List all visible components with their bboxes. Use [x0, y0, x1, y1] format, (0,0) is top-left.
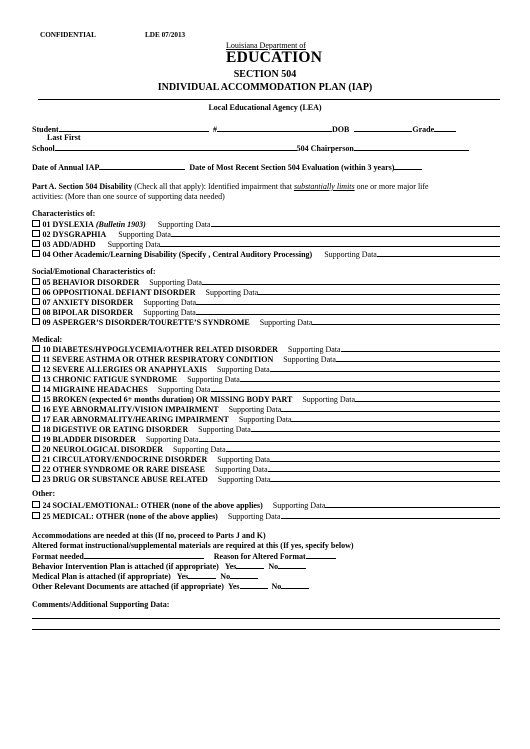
reason-field[interactable] [306, 551, 336, 559]
item-name: DIGESTIVE OR EATING DISORDER [52, 425, 189, 434]
item-code: 11 [42, 355, 51, 364]
disability-item-06 [32, 287, 500, 297]
grade-label: Grade [412, 125, 435, 134]
other-yes-label: Yes [227, 582, 240, 591]
disability-item-22 [32, 464, 500, 474]
part-a-line2: activities: (More than one source of supporting data needed) [32, 192, 225, 201]
disability-item-12 [32, 364, 500, 374]
item-code: 05 [42, 278, 51, 287]
supporting-data-label: Supporting Data [143, 308, 196, 317]
accommodations-text: Accommodations are needed at this (If no, proceed to Parts J and K) [32, 531, 266, 540]
disability-item-02 [32, 229, 500, 239]
item-code: 20 [42, 445, 51, 454]
id-row [213, 124, 456, 134]
supporting-data-label: Supporting Data [228, 405, 282, 414]
supporting-data-label: Supporting Data [145, 435, 199, 444]
disability-item-19 [32, 434, 500, 444]
disability-item-23 [32, 474, 500, 484]
supporting-data-label: Supporting Data [238, 415, 292, 424]
checkbox-14[interactable] [32, 385, 40, 393]
supporting-data-field[interactable] [240, 374, 500, 382]
disability-item-21 [32, 454, 500, 464]
other-docs-label: Other Relevant Documents are attached (if appropriate) [32, 582, 224, 591]
lea-line [38, 99, 500, 100]
behavior-label: Behavior Intervention Plan is attached (if appropriate) [32, 562, 219, 571]
supporting-data-label: Supporting Data [272, 501, 326, 510]
item-code: 09 [42, 318, 51, 327]
behavior-no-field[interactable] [278, 561, 306, 569]
checkbox-01[interactable] [32, 220, 40, 228]
checkbox-24[interactable] [32, 501, 40, 509]
supporting-data-field[interactable] [226, 444, 500, 452]
disability-item-17 [32, 414, 500, 424]
item-code: 25 [42, 512, 51, 521]
disability-item-15 [32, 394, 500, 404]
supporting-data-label: Supporting Data [118, 230, 171, 239]
supporting-data-label: Supporting Data [157, 220, 211, 229]
disability-item-03 [32, 239, 500, 249]
item-code: 03 [42, 240, 51, 249]
item-code: 04 [42, 250, 51, 259]
item-name: BROKEN (expected 6+ months duration) OR MISSING BODY PART [52, 395, 293, 404]
item-name: SOCIAL/EMOTIONAL: OTHER (none of the above applies) [52, 501, 263, 510]
supporting-data-label: Supporting Data [217, 475, 271, 484]
supporting-data-label: Supporting Data [157, 385, 211, 394]
supporting-data-field[interactable] [251, 424, 500, 432]
checkbox-09[interactable] [32, 318, 40, 326]
item-code: 17 [42, 415, 51, 424]
lea-label: Local Educational Agency (LEA) [208, 103, 322, 112]
supporting-data-label: Supporting Data [287, 345, 341, 354]
checkbox-05[interactable] [32, 278, 40, 286]
id-label: # [213, 125, 217, 134]
disability-item-18 [32, 424, 500, 434]
part-a-instr-1: (Check all that apply): Identified impairment that [134, 182, 292, 191]
other-no-field[interactable] [281, 581, 309, 589]
supporting-data-field[interactable] [202, 277, 500, 285]
item-code: 19 [42, 435, 51, 444]
date-iap-field[interactable] [99, 162, 185, 170]
supporting-data-field[interactable] [160, 239, 500, 247]
supporting-data-field[interactable] [355, 394, 500, 402]
supporting-data-label: Supporting Data [214, 465, 268, 474]
supporting-data-field[interactable] [268, 464, 500, 472]
item-name: CIRCULATORY/ENDOCRINE DISORDER [52, 455, 208, 464]
supporting-data-label: Supporting Data [259, 318, 313, 327]
supporting-data-field[interactable] [270, 364, 500, 372]
format-row [32, 551, 336, 561]
part-a-title: Part A. Section 504 Disability [32, 182, 133, 191]
item-name: EAR ABNORMALITY/HEARING IMPAIRMENT [52, 415, 229, 424]
checkbox-22[interactable] [32, 465, 40, 473]
supporting-data-label: Supporting Data [187, 375, 240, 384]
disability-item-16 [32, 404, 500, 414]
other-no-label: No [271, 582, 282, 591]
format-needed-field[interactable] [84, 551, 204, 559]
item-name: Other Academic/Learning Disability (Specify , Central Auditory Processing) [52, 250, 313, 259]
item-name: OPPOSITIONAL DEFIANT DISORDER [52, 288, 196, 297]
item-code: 02 [42, 230, 51, 239]
item-name: DYSLEXIA [52, 220, 94, 229]
school-label: School [32, 144, 55, 153]
item-code: 21 [42, 455, 51, 464]
checkbox-23[interactable] [32, 475, 40, 483]
item-name: MIGRAINE HEADACHES [52, 385, 148, 394]
altered-text: Altered format instructional/supplemental materials are required at this (If yes, specify below) [32, 541, 354, 550]
supporting-data-label: Supporting Data [107, 240, 161, 249]
item-name: DIABETES/HYPOGLYCEMIA/OTHER RELATED DISORDER [52, 345, 278, 354]
medical-yes-field[interactable] [188, 571, 216, 579]
disability-item-25 [32, 511, 500, 521]
supporting-data-label: Supporting Data [217, 455, 270, 464]
checkbox-17[interactable] [32, 415, 40, 423]
confidential-label: CONFIDENTIAL [40, 31, 96, 39]
behavior-no-label: No [268, 562, 279, 571]
chairperson-label: 504 Chairperson [296, 144, 354, 153]
disability-item-20 [32, 444, 500, 454]
medical-plan-label: Medical Plan is attached (if appropriate) [32, 572, 171, 581]
disability-item-07 [32, 297, 500, 307]
medical-plan-row [32, 571, 258, 581]
item-code: 23 [42, 475, 51, 484]
checkbox-02[interactable] [32, 230, 40, 238]
checkbox-13[interactable] [32, 375, 40, 383]
disability-item-08 [32, 307, 500, 317]
item-extra: (Bulletin 1903) [95, 220, 146, 229]
item-code: 08 [42, 308, 51, 317]
item-name: DYSGRAPHIA [52, 230, 107, 239]
checkbox-08[interactable] [32, 308, 40, 316]
item-name: ANXIETY DISORDER [52, 298, 134, 307]
last-first-hint: Last First [47, 133, 81, 142]
item-name: DRUG OR SUBSTANCE ABUSE RELATED [52, 475, 208, 484]
format-needed-label: Format needed [32, 552, 84, 561]
supporting-data-field[interactable] [171, 229, 500, 237]
item-name: ADD/ADHD [52, 240, 96, 249]
behavior-yes-field[interactable] [236, 561, 264, 569]
part-a-instr-2: one or more major life [356, 182, 429, 191]
comments-line-2[interactable] [32, 629, 500, 630]
item-name: BLADDER DISORDER [52, 435, 136, 444]
item-name: EYE ABNORMALITY/VISION IMPAIRMENT [52, 405, 219, 414]
item-code: 15 [42, 395, 51, 404]
supporting-data-field[interactable] [325, 500, 500, 508]
reason-label: Reason for Altered Format [213, 552, 306, 561]
group-medical-label: Medical: [32, 335, 63, 344]
item-code: 01 [42, 220, 51, 229]
section-title: SECTION 504 [233, 69, 297, 80]
item-name: BEHAVIOR DISORDER [52, 278, 140, 287]
date-row [32, 162, 422, 172]
disability-item-04 [32, 249, 500, 259]
date-eval-label: Date of Most Recent Section 504 Evaluation (within 3 years) [189, 163, 395, 172]
item-name: SEVERE ALLERGIES OR ANAPHYLAXIS [52, 365, 207, 374]
item-code: 13 [42, 375, 51, 384]
supporting-data-label: Supporting Data [227, 512, 281, 521]
checkbox-11[interactable] [32, 355, 40, 363]
supporting-data-field[interactable] [281, 511, 500, 519]
checkbox-25[interactable] [32, 512, 40, 520]
checkbox-15[interactable] [32, 395, 40, 403]
checkbox-10[interactable] [32, 345, 40, 353]
student-name-field[interactable] [59, 124, 209, 132]
school-field[interactable] [55, 143, 297, 151]
part-a-substantially: substantially limits [293, 182, 355, 191]
checkbox-03[interactable] [32, 240, 40, 248]
supporting-data-field[interactable] [377, 249, 500, 257]
logo-education: EDUCATION [226, 49, 323, 66]
checkbox-19[interactable] [32, 435, 40, 443]
checkbox-20[interactable] [32, 445, 40, 453]
checkbox-06[interactable] [32, 288, 40, 296]
supporting-data-label: Supporting Data [198, 425, 251, 434]
item-code: 22 [42, 465, 51, 474]
group-other-label: Other: [32, 489, 56, 498]
item-name: NEUROLOGICAL DISORDER [52, 445, 163, 454]
supporting-data-field[interactable] [211, 219, 500, 227]
date-iap-label: Date of Annual IAP [32, 163, 100, 172]
supporting-data-field[interactable] [211, 384, 500, 392]
supporting-data-field[interactable] [336, 354, 500, 362]
supporting-data-label: Supporting Data [324, 250, 377, 259]
item-code: 07 [42, 298, 51, 307]
supporting-data-field[interactable] [312, 317, 500, 325]
disability-item-14 [32, 384, 500, 394]
medical-no-field[interactable] [230, 571, 258, 579]
disability-item-13 [32, 374, 500, 384]
item-name: MEDICAL: OTHER (none of the above applies) [52, 512, 218, 521]
supporting-data-field[interactable] [196, 307, 500, 315]
checkbox-21[interactable] [32, 455, 40, 463]
supporting-data-label: Supporting Data [302, 395, 356, 404]
supporting-data-field[interactable] [270, 474, 500, 482]
supporting-data-label: Supporting Data [216, 365, 270, 374]
checkbox-18[interactable] [32, 425, 40, 433]
group-characteristics-label: Characteristics of: [32, 209, 96, 218]
other-yes-field[interactable] [240, 581, 268, 589]
supporting-data-field[interactable] [258, 287, 500, 295]
dob-field[interactable] [354, 124, 412, 132]
disability-item-10 [32, 344, 500, 354]
supporting-data-field[interactable] [281, 404, 500, 412]
medical-yes-label: Yes [176, 572, 189, 581]
disability-item-11 [32, 354, 500, 364]
checkbox-04[interactable] [32, 250, 40, 258]
item-name: BIPOLAR DISORDER [52, 308, 134, 317]
item-code: 12 [42, 365, 51, 374]
comments-label: Comments/Additional Supporting Data: [32, 600, 170, 609]
form-title: INDIVIDUAL ACCOMMODATION PLAN (IAP) [157, 82, 373, 93]
checkbox-12[interactable] [32, 365, 40, 373]
supporting-data-field[interactable] [291, 414, 500, 422]
date-eval-field[interactable] [394, 162, 422, 170]
disability-item-01 [32, 219, 500, 229]
part-a-line1 [32, 182, 429, 191]
disability-item-24 [32, 500, 500, 510]
comments-line-1[interactable] [32, 618, 500, 619]
checkbox-16[interactable] [32, 405, 40, 413]
logo-line1: Louisiana Department of [226, 41, 306, 50]
supporting-data-field[interactable] [196, 297, 500, 305]
supporting-data-label: Supporting Data [149, 278, 202, 287]
chairperson-field[interactable] [354, 143, 469, 151]
medical-no-label: No [220, 572, 231, 581]
item-code: 14 [42, 385, 51, 394]
behavior-yes-label: Yes [224, 562, 237, 571]
item-name: ASPERGER’S DISORDER/TOURETTE’S SYNDROME [52, 318, 250, 327]
item-code: 18 [42, 425, 51, 434]
lde-code: LDE 07/2013 [145, 31, 186, 39]
item-name: SEVERE ASTHMA OR OTHER RESPIRATORY CONDITION [52, 355, 274, 364]
grade-field[interactable] [434, 124, 456, 132]
other-docs-row [32, 581, 309, 591]
supporting-data-label: Supporting Data [143, 298, 196, 307]
item-name: OTHER SYNDROME OR RARE DISEASE [52, 465, 205, 474]
disability-item-09 [32, 317, 500, 327]
item-code: 16 [42, 405, 51, 414]
item-code: 10 [42, 345, 51, 354]
supporting-data-label: Supporting Data [283, 355, 336, 364]
supporting-data-field[interactable] [199, 434, 500, 442]
item-name: CHRONIC FATIGUE SYNDROME [52, 375, 178, 384]
item-code: 06 [42, 288, 51, 297]
behavior-row [32, 561, 306, 571]
student-id-field[interactable] [217, 124, 332, 132]
item-code: 24 [42, 501, 51, 510]
student-label: Student [32, 125, 59, 134]
supporting-data-field[interactable] [341, 344, 500, 352]
disability-item-05 [32, 277, 500, 287]
supporting-data-label: Supporting Data [205, 288, 259, 297]
school-row [32, 143, 469, 153]
dob-label: DOB [332, 125, 350, 134]
supporting-data-field[interactable] [270, 454, 500, 462]
group-social-label: Social/Emotional Characteristics of: [32, 267, 156, 276]
checkbox-07[interactable] [32, 298, 40, 306]
supporting-data-label: Supporting Data [172, 445, 226, 454]
